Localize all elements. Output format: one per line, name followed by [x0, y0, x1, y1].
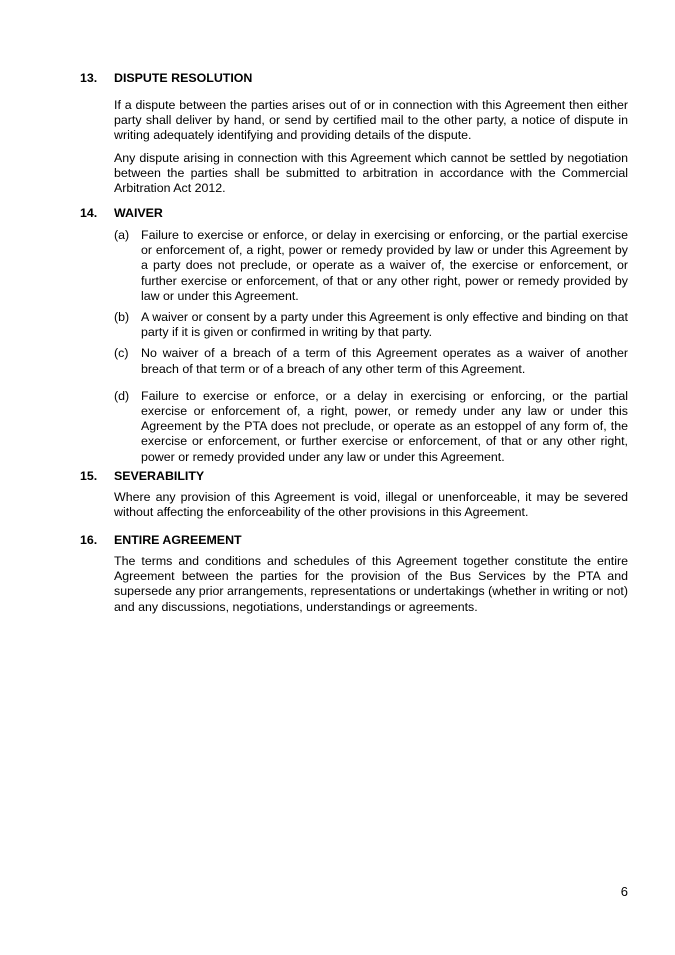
page-number: 6: [620, 884, 628, 899]
section-number: 15.: [80, 469, 98, 483]
item-label: (d): [114, 388, 130, 403]
list-item: [114, 389, 628, 465]
section-title: DISPUTE RESOLUTION: [114, 71, 253, 85]
section-heading: [80, 468, 628, 484]
paragraph: Any dispute arising in connection with this Agreement which cannot be settled by negotiation between the parties shall be submitted to arbitration in accordance with the Commercial Arbitration Act 2012.: [114, 150, 628, 196]
section-title: ENTIRE AGREEMENT: [114, 533, 242, 547]
item-text: No waiver of a breach of a term of this Agreement operates as a waiver of another breach of that term or of a breach of any other term of this Agreement.: [141, 346, 628, 376]
section-title: SEVERABILITY: [114, 469, 205, 483]
section-dispute-resolution: [80, 70, 628, 196]
section-severability: [80, 468, 628, 520]
section-number: 13.: [80, 71, 98, 85]
paragraph: If a dispute between the parties arises out of or in connection with this Agreement then either party shall deliver by hand, or send by certified mail to the other party, a notice of dispute in writing adequately identifying and providing details of the dispute.: [114, 98, 628, 143]
item-label: (a): [114, 228, 130, 242]
paragraph: Where any provision of this Agreement is void, illegal or unenforceable, it may be severed without affecting the enforceability of the other provisions in this Agreement.: [114, 490, 628, 520]
section-heading: [80, 532, 628, 548]
item-text: Failure to exercise or enforce, or delay in exercising or enforcing, or the partial exercise or enforcement of, a right, power or remedy provided by law or under this Agreement by a party does not preclude, or operate as a waiver of, the exercise or enforcement, or further exercise or enforcement, of that or any other right, power or remedy provided by law or under this Agreement.: [141, 228, 628, 303]
list-item: [114, 310, 628, 340]
section-title: WAIVER: [114, 206, 163, 220]
section-heading: [80, 205, 628, 221]
section-entire-agreement: [80, 532, 628, 615]
item-label: (c): [114, 346, 129, 361]
section-number: 14.: [80, 206, 98, 220]
list-item: [114, 346, 628, 376]
list-item: [114, 228, 628, 304]
section-number: 16.: [80, 533, 98, 547]
paragraph: The terms and conditions and schedules of this Agreement together constitute the entire Agreement between the parties for the provision of the Bus Services by the PTA and supersede any prior arrangements, representations or undertakings (whether in writing or not) and any discussions, negotiations, understandings or agreements.: [114, 554, 628, 614]
item-text: A waiver or consent by a party under this Agreement is only effective and binding on that party if it is given or confirmed in writing by that party.: [141, 310, 628, 340]
item-text: Failure to exercise or enforce, or a delay in exercising or enforcing, or the partial exercise or enforcement of, a right, power, or remedy under any law or under this Agreement by the PTA does not preclude, or operate as an estoppel of any form of, the exercise or enforcement, or further exercise or enforcement, of that or any other right, power or remedy provided under any law or under this Agreement.: [141, 388, 628, 464]
item-label: (b): [114, 310, 130, 325]
section-heading: [80, 70, 628, 86]
section-waiver: [80, 205, 628, 465]
